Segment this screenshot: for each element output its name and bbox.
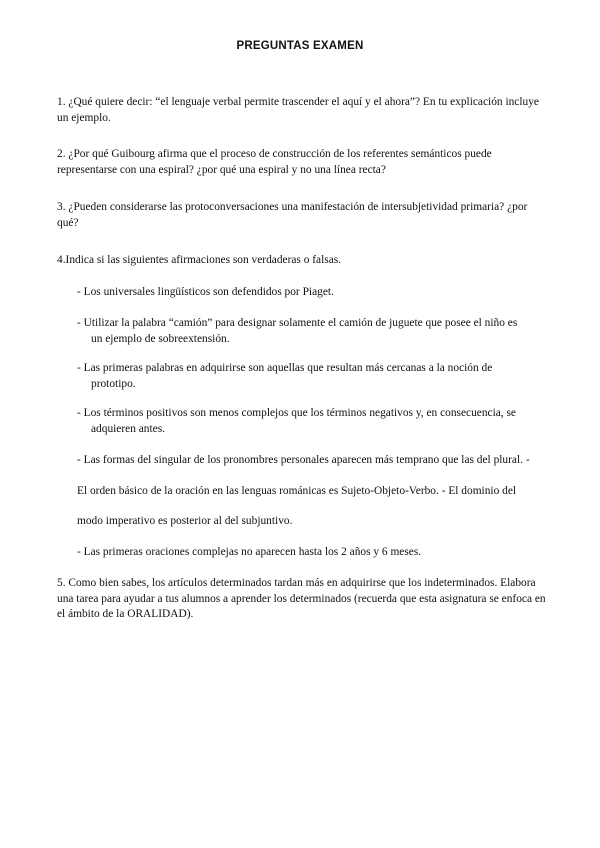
statement-3-line-2: prototipo.	[91, 377, 136, 390]
statement-3-line-1: - Las primeras palabras en adquirirse son aquellas que resultan más cercanas a la noción de	[77, 362, 493, 374]
statement-4	[77, 406, 547, 437]
question-5: 5. Como bien sabes, los artículos determinados tardan más en adquirirse que los indeterminados. Elabora una tarea para ayudar a tus alumnos a aprender los determinados (recuerda que esta asignatura se enfoca en el ámbito de la ORALIDAD).	[57, 577, 546, 620]
statement-7: modo imperativo es posterior al del subjuntivo.	[77, 515, 293, 527]
question-4: 4.Indica si las siguientes afirmaciones son verdaderas o falsas.	[57, 254, 342, 266]
statement-4-line-2: adquieren antes.	[91, 422, 166, 435]
statement-2-line-2: un ejemplo de sobreextensión.	[91, 332, 230, 345]
statement-3	[77, 361, 547, 392]
page-title: PREGUNTAS EXAMEN	[236, 40, 364, 52]
statement-5: - Las formas del singular de los pronombres personales aparecen más temprano que las del plural. -	[77, 454, 530, 466]
statement-2	[77, 316, 547, 347]
statement-1: - Los universales lingüísticos son defendidos por Piaget.	[77, 286, 334, 298]
statement-6: El orden básico de la oración en las lenguas románicas es Sujeto-Objeto-Verbo. - El dominio del	[77, 485, 517, 497]
question-2: 2. ¿Por qué Guibourg afirma que el proceso de construcción de los referentes semánticos puede representarse con una espiral? ¿por qué una espiral y no una línea recta?	[57, 148, 492, 176]
statement-2-line-1: - Utilizar la palabra “camión” para designar solamente el camión de juguete que posee el niño es	[77, 317, 518, 329]
question-1: 1. ¿Qué quiere decir: “el lenguaje verbal permite trascender el aquí y el ahora”? En tu explicación incluye un ejemplo.	[57, 96, 539, 124]
statement-8: - Las primeras oraciones complejas no aparecen hasta los 2 años y 6 meses.	[77, 546, 422, 558]
question-3: 3. ¿Pueden considerarse las protoconversaciones una manifestación de intersubjetividad primaria? ¿por qué?	[57, 201, 528, 229]
statement-4-line-1: - Los términos positivos son menos complejos que los términos negativos y, en consecuencia, se	[77, 407, 516, 419]
